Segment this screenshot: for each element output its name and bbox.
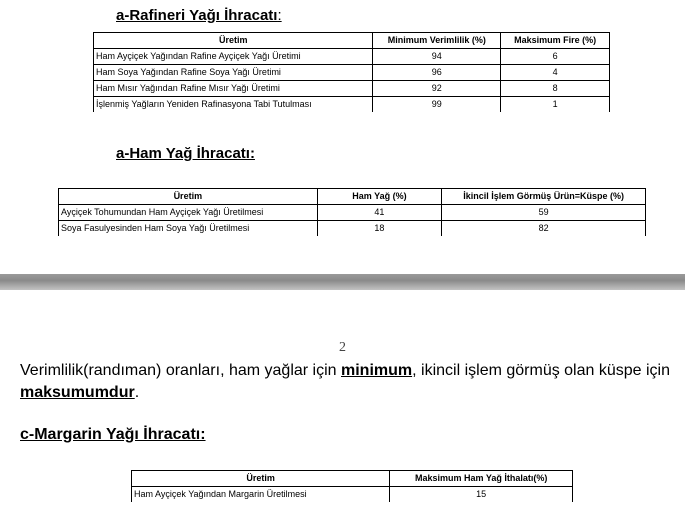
table-cell: Ham Soya Yağından Rafine Soya Yağı Üretimi — [94, 65, 373, 81]
table-cell: 41 — [317, 205, 442, 221]
paragraph-text: . — [134, 384, 140, 401]
table-cell: 15 — [390, 487, 573, 503]
table-row — [94, 65, 610, 81]
table-row — [132, 487, 573, 503]
section-c-title-text: c-Margarin Yağı İhracatı: — [20, 426, 206, 443]
table-row — [94, 49, 610, 65]
table-cell: 99 — [373, 97, 501, 113]
margarine-export-table — [131, 470, 573, 502]
table-cell: 82 — [442, 221, 646, 237]
section-c-title — [20, 426, 206, 444]
column-header: Üretim — [59, 189, 318, 205]
paragraph-text: Verimlilik(randıman) oranları, ham yağlar için — [20, 362, 341, 379]
table-row — [94, 97, 610, 113]
paragraph-emphasis-minimum: minimum — [341, 362, 413, 379]
section-a1-title — [116, 7, 282, 24]
paragraph-text: , ikincil işlem görmüş olan küspe için — [412, 362, 670, 379]
section-a2-title-text: a-Ham Yağ İhracatı: — [116, 145, 255, 162]
table-cell: Ayçiçek Tohumundan Ham Ayçiçek Yağı Üretilmesi — [59, 205, 318, 221]
column-header: Üretim — [132, 471, 390, 487]
crude-oil-export-table — [58, 188, 646, 236]
table-row — [59, 221, 646, 237]
table-cell: Ham Ayçiçek Yağından Margarin Üretilmesi — [132, 487, 390, 503]
column-header: Maksimum Ham Yağ İthalatı(%) — [390, 471, 573, 487]
column-header: Üretim — [94, 33, 373, 49]
table-cell: 96 — [373, 65, 501, 81]
table-header-row — [59, 189, 646, 205]
table-cell: İşlenmiş Yağların Yeniden Rafinasyona Tabi Tutulması — [94, 97, 373, 113]
table-cell: Ham Mısır Yağından Rafine Mısır Yağı Üretimi — [94, 81, 373, 97]
column-header: İkincil İşlem Görmüş Ürün=Küspe (%) — [442, 189, 646, 205]
body-paragraph — [20, 360, 685, 404]
table-cell: 59 — [442, 205, 646, 221]
table-cell: 92 — [373, 81, 501, 97]
table-header-row — [94, 33, 610, 49]
table-cell: 8 — [501, 81, 610, 97]
section-a2-title — [116, 145, 255, 162]
table-row — [59, 205, 646, 221]
refinery-export-table — [93, 32, 610, 112]
section-a1-title-colon: : — [277, 7, 282, 24]
table-cell: 1 — [501, 97, 610, 113]
table-cell: 4 — [501, 65, 610, 81]
table-cell: Ham Ayçiçek Yağından Rafine Ayçiçek Yağı Üretimi — [94, 49, 373, 65]
table-cell: 6 — [501, 49, 610, 65]
paragraph-emphasis-maksumumdur: maksumumdur — [20, 384, 135, 401]
table-cell: Soya Fasulyesinden Ham Soya Yağı Üretilmesi — [59, 221, 318, 237]
column-header: Maksimum Fire (%) — [501, 33, 610, 49]
column-header: Minimum Verimlilik (%) — [373, 33, 501, 49]
page-break — [0, 274, 685, 290]
table-cell: 18 — [317, 221, 442, 237]
table-cell: 94 — [373, 49, 501, 65]
table-row — [94, 81, 610, 97]
table-header-row — [132, 471, 573, 487]
section-a1-title-text: a-Rafineri Yağı İhracatı — [116, 7, 278, 24]
column-header: Ham Yağ (%) — [317, 189, 442, 205]
page-number: 2 — [339, 340, 346, 355]
